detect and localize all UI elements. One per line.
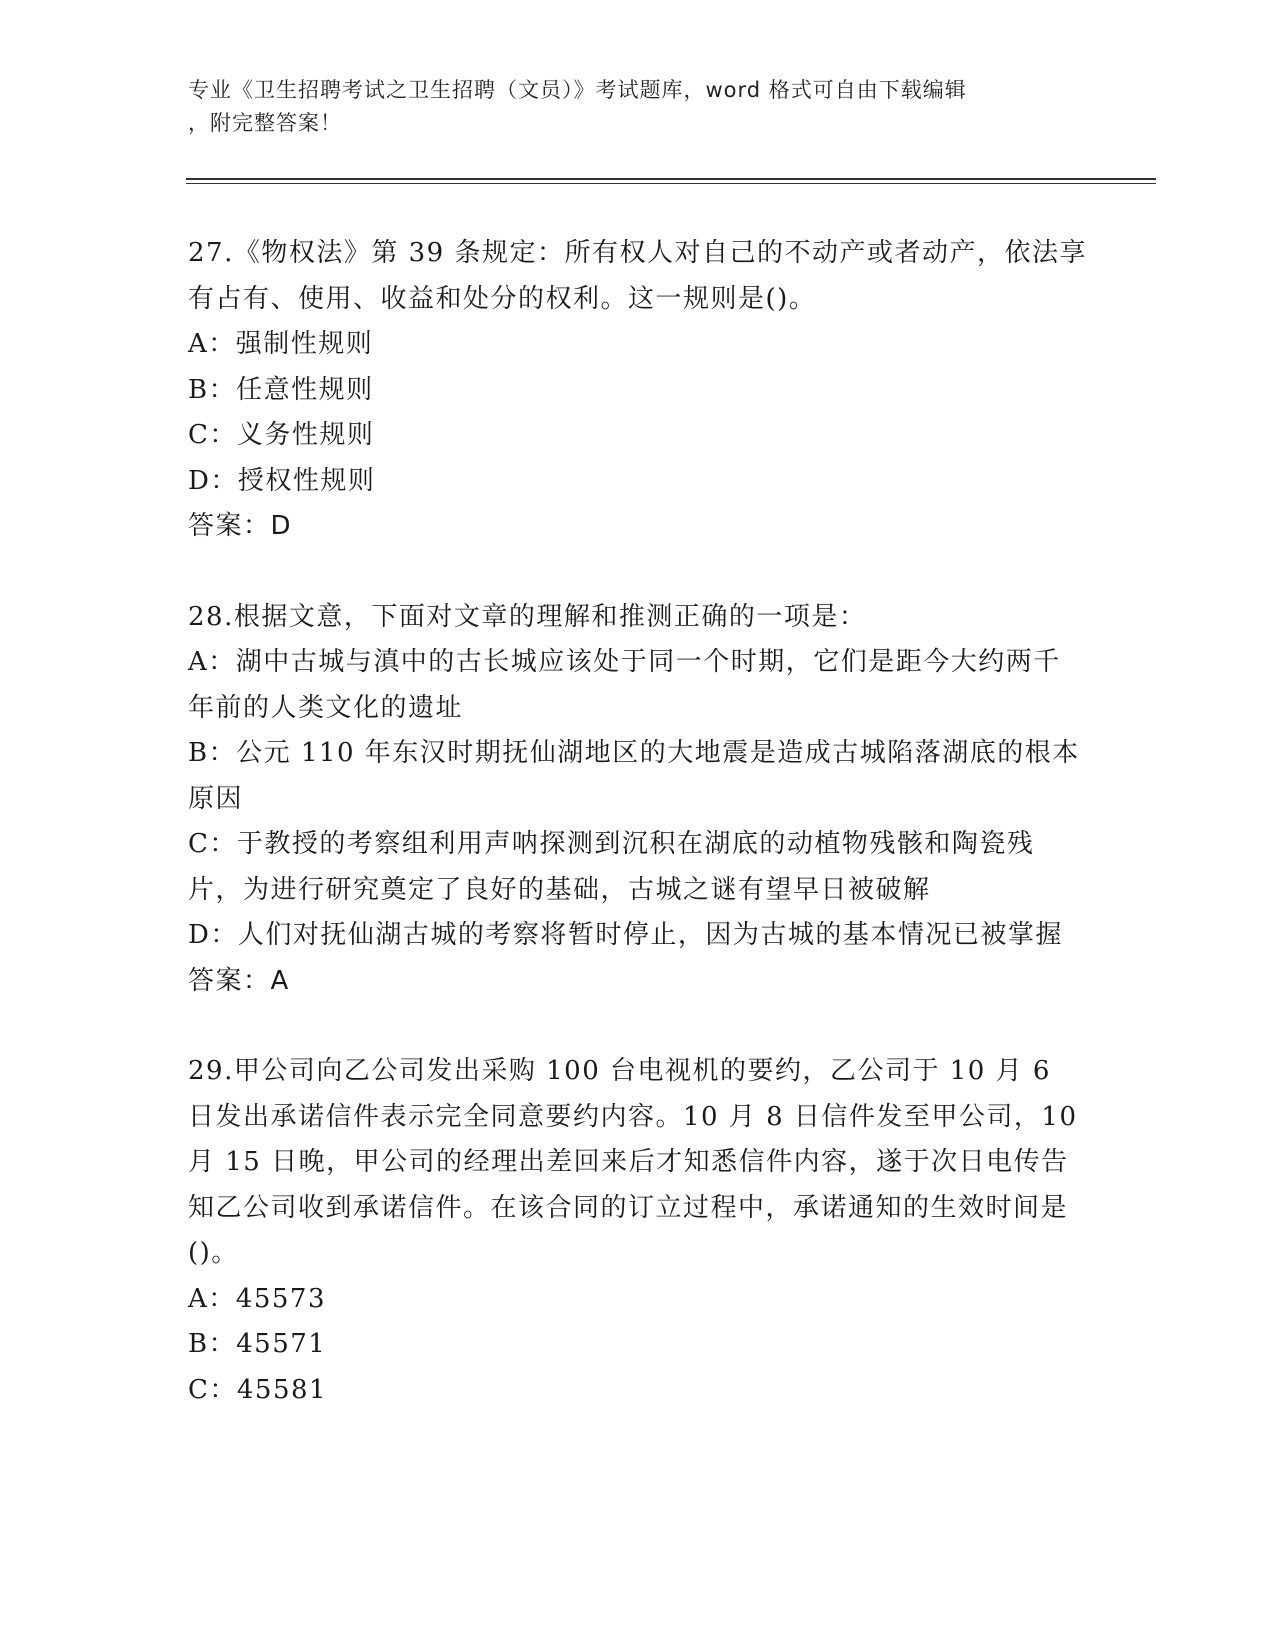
option-a: A：强制性规则: [188, 329, 374, 359]
option-b: B：45571: [188, 1329, 327, 1359]
option-c: C：义务性规则: [188, 420, 375, 450]
option-b: B：任意性规则: [188, 374, 374, 405]
question-stem: 27.《物权法》第 39 条规定：所有权人对自己的不动产或者动产，依法享有占有、使用、收益和处分的权利。这一规则是()。: [188, 238, 1087, 314]
option-a: A：45573: [188, 1283, 326, 1314]
option-c: C：于教授的考察组利用声呐探测到沉积在湖底的动植物残骸和陶瓷残片，为进行研究奠定了良好的基础，古城之谜有望早日被破解: [188, 829, 1035, 905]
question-stem: 29.甲公司向乙公司发出采购 100 台电视机的要约，乙公司于 10 月 6 日发出承诺信件表示完全同意要约内容。10 月 8 日信件发至甲公司，10 月 15 日晚，甲公司的经理出差回来后才知悉信件内容，遂于次日电传告知乙公司收到承诺信件。在该合同的订立过程中，承诺通知的生效时间是()。: [188, 1056, 1078, 1268]
option-c: C：45581: [188, 1374, 328, 1405]
option-a: A：湖中古城与滇中的古长城应该处于同一个时期，它们是距今大约两千年前的人类文化的遗址: [188, 647, 1061, 723]
answer-line: 答案：A: [188, 965, 290, 996]
header-line-1: 专业《卫生招聘考试之卫生招聘（文员）》考试题库，word 格式可自由下载编辑: [188, 78, 967, 102]
question-27: [188, 231, 1088, 550]
page-header: [188, 74, 1078, 140]
question-stem: 28.根据文意，下面对文章的理解和推测正确的一项是：: [188, 601, 867, 632]
question-list: [188, 231, 1088, 1458]
option-b: B：公元 110 年东汉时期抚仙湖地区的大地震是造成古城陷落湖底的根本原因: [188, 738, 1080, 814]
option-d: D：授权性规则: [188, 465, 376, 496]
question-28: [188, 595, 1088, 1005]
option-d: D：人们对抚仙湖古城的考察将暂时停止，因为古城的基本情况已被掌握: [188, 920, 1063, 950]
question-29: [188, 1049, 1088, 1413]
header-rule-thin: [186, 183, 1156, 184]
header-line-2: ，附完整答案！: [188, 111, 342, 135]
answer-line: 答案：D: [188, 511, 293, 541]
header-rule-thick: [186, 178, 1156, 180]
